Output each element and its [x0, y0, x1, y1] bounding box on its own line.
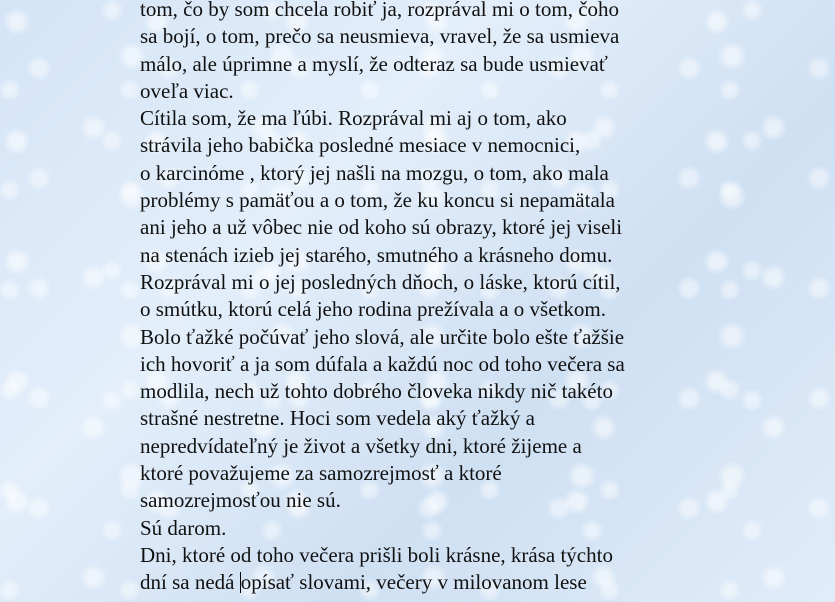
- text-after-cursor: opísať slovami, večery v milovanom lese: [240, 570, 587, 595]
- text-line: nepredvídateľný je život a všetky dni, ktoré žijeme a: [140, 433, 582, 458]
- text-line: modlila, nech už tohto dobrého človeka nikdy nič takéto: [140, 379, 613, 404]
- text-line: Cítila som, že ma ľúbi. Rozprával mi aj o tom, ako: [140, 106, 567, 131]
- text-line: problémy s pamäťou a o tom, že ku koncu si nepamätala: [140, 188, 615, 213]
- text-line: ktoré považujeme za samozrejmosť a ktoré: [140, 461, 502, 486]
- text-line: samozrejmosťou nie sú.: [140, 488, 341, 513]
- text-line: sa bojí, o tom, prečo sa neusmieva, vravel, že sa usmieva: [140, 24, 620, 49]
- text-line-with-cursor: [140, 569, 760, 596]
- text-line: tom, čo by som chcela robiť ja, rozprával mi o tom, čoho: [140, 0, 620, 21]
- text-line: málo, ale úprimne a myslí, že odteraz sa bude usmievať: [140, 51, 608, 76]
- text-before-cursor: dní sa nedá: [140, 570, 240, 595]
- text-line: strašné nestretne. Hoci som vedela aký ťažký a: [140, 406, 535, 431]
- text-line: strávila jeho babička posledné mesiace v nemocnici,: [140, 133, 581, 158]
- text-line: Bolo ťažké počúvať jeho slová, ale určite bolo ešte ťažšie: [140, 324, 625, 349]
- text-line: Sú darom.: [140, 515, 227, 540]
- text-line: na stenách izieb jej starého, smutného a krásneho domu.: [140, 242, 613, 267]
- document-page[interactable]: [140, 0, 760, 597]
- text-line: Dni, ktoré od toho večera prišli boli krásne, krása týchto: [140, 542, 613, 567]
- text-line: oveľa viac.: [140, 78, 234, 103]
- text-line: o karcinóme , ktorý jej našli na mozgu, o tom, ako mala: [140, 160, 609, 185]
- text-line: ani jeho a už vôbec nie od koho sú obrazy, ktoré jej viseli: [140, 215, 623, 240]
- text-line: ich hovoriť a ja som dúfala a každú noc od toho večera sa: [140, 351, 625, 376]
- text-line: Rozprával mi o jej posledných dňoch, o láske, ktorú cítil,: [140, 269, 621, 294]
- text-line: o smútku, ktorú celá jeho rodina prežívala a o všetkom.: [140, 297, 606, 322]
